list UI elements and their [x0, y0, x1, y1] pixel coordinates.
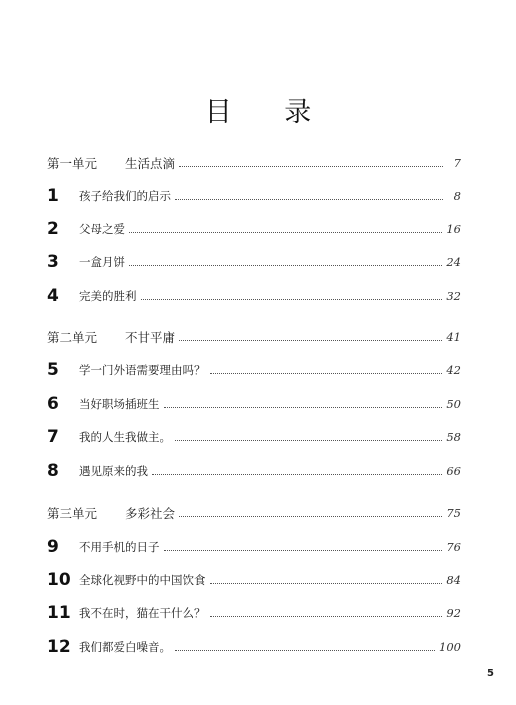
toc-entry-3[interactable] — [47, 251, 461, 273]
lesson-number: 5 — [47, 360, 59, 380]
dot-leader — [179, 339, 442, 341]
lesson-title: 孩子给我们的启示 — [79, 189, 171, 203]
lesson-number: 9 — [47, 537, 59, 557]
lesson-title: 不用手机的日子 — [79, 540, 160, 554]
dot-leader — [129, 231, 442, 233]
page-number: 100 — [439, 640, 461, 654]
lesson-title: 遇见原来的我 — [79, 464, 148, 478]
dot-leader — [164, 549, 443, 551]
lesson-title: 父母之爱 — [79, 222, 125, 236]
toc-entry-9[interactable] — [47, 536, 461, 558]
lesson-title: 当好职场插班生 — [79, 397, 160, 411]
dot-leader — [179, 515, 442, 517]
dot-leader — [179, 165, 443, 167]
lesson-title: 一盒月饼 — [79, 255, 125, 269]
page-number: 42 — [446, 363, 461, 377]
page-number: 76 — [446, 540, 461, 554]
unit-heading-1[interactable] — [47, 152, 461, 174]
lesson-number: 6 — [47, 394, 59, 414]
lesson-number: 7 — [47, 427, 59, 447]
dot-leader — [164, 406, 443, 408]
toc-entry-11[interactable] — [47, 602, 461, 624]
lesson-number: 3 — [47, 252, 59, 272]
dot-leader — [210, 615, 443, 617]
unit-label: 第二单元 — [47, 330, 98, 345]
unit-name: 生活点滴 — [125, 156, 176, 171]
lesson-title: 我的人生我做主。 — [79, 430, 171, 444]
page-number: 7 — [453, 156, 461, 170]
dot-leader — [175, 198, 443, 200]
toc-entry-12[interactable] — [47, 636, 461, 658]
toc-entry-1[interactable] — [47, 185, 461, 207]
lesson-number: 10 — [47, 570, 71, 590]
page-number: 24 — [446, 255, 461, 269]
page-number: 16 — [446, 222, 461, 236]
dot-leader — [175, 649, 435, 651]
page-number: 50 — [446, 397, 461, 411]
page-number: 92 — [446, 606, 461, 620]
lesson-title: 我不在时，猫在干什么？ — [79, 606, 206, 620]
lesson-number: 12 — [47, 637, 71, 657]
folio-page-number: 5 — [487, 668, 494, 679]
page-number: 32 — [446, 289, 461, 303]
dot-leader — [152, 473, 442, 475]
page-number: 75 — [446, 506, 461, 520]
lesson-number: 4 — [47, 286, 59, 306]
unit-label: 第一单元 — [47, 156, 98, 171]
page-number: 58 — [446, 430, 461, 444]
lesson-title: 全球化视野中的中国饮食 — [79, 573, 206, 587]
unit-heading-2[interactable] — [47, 326, 461, 348]
toc-entry-7[interactable] — [47, 426, 461, 448]
toc-entry-10[interactable] — [47, 569, 461, 591]
dot-leader — [210, 372, 443, 374]
toc-entry-5[interactable] — [47, 359, 461, 381]
dot-leader — [175, 439, 442, 441]
lesson-number: 8 — [47, 461, 59, 481]
page-number: 8 — [453, 189, 461, 203]
toc-entry-8[interactable] — [47, 460, 461, 482]
toc-entry-2[interactable] — [47, 218, 461, 240]
dot-leader — [129, 264, 442, 266]
page-number: 41 — [446, 330, 461, 344]
lesson-number: 2 — [47, 219, 59, 239]
lesson-number: 1 — [47, 186, 59, 206]
lesson-number: 11 — [47, 603, 71, 623]
toc-entry-6[interactable] — [47, 393, 461, 415]
page-title: 目 录 — [204, 97, 334, 128]
unit-heading-3[interactable] — [47, 502, 461, 524]
unit-label: 第三单元 — [47, 506, 98, 521]
unit-name: 不甘平庸 — [125, 330, 176, 345]
dot-leader — [141, 298, 443, 300]
toc-entry-4[interactable] — [47, 285, 461, 307]
lesson-title: 我们都爱白噪音。 — [79, 640, 171, 654]
lesson-title: 学一门外语需要理由吗？ — [79, 363, 206, 377]
unit-name: 多彩社会 — [125, 506, 176, 521]
lesson-title: 完美的胜利 — [79, 289, 137, 303]
page-number: 66 — [446, 464, 461, 478]
page-number: 84 — [446, 573, 461, 587]
dot-leader — [210, 582, 443, 584]
